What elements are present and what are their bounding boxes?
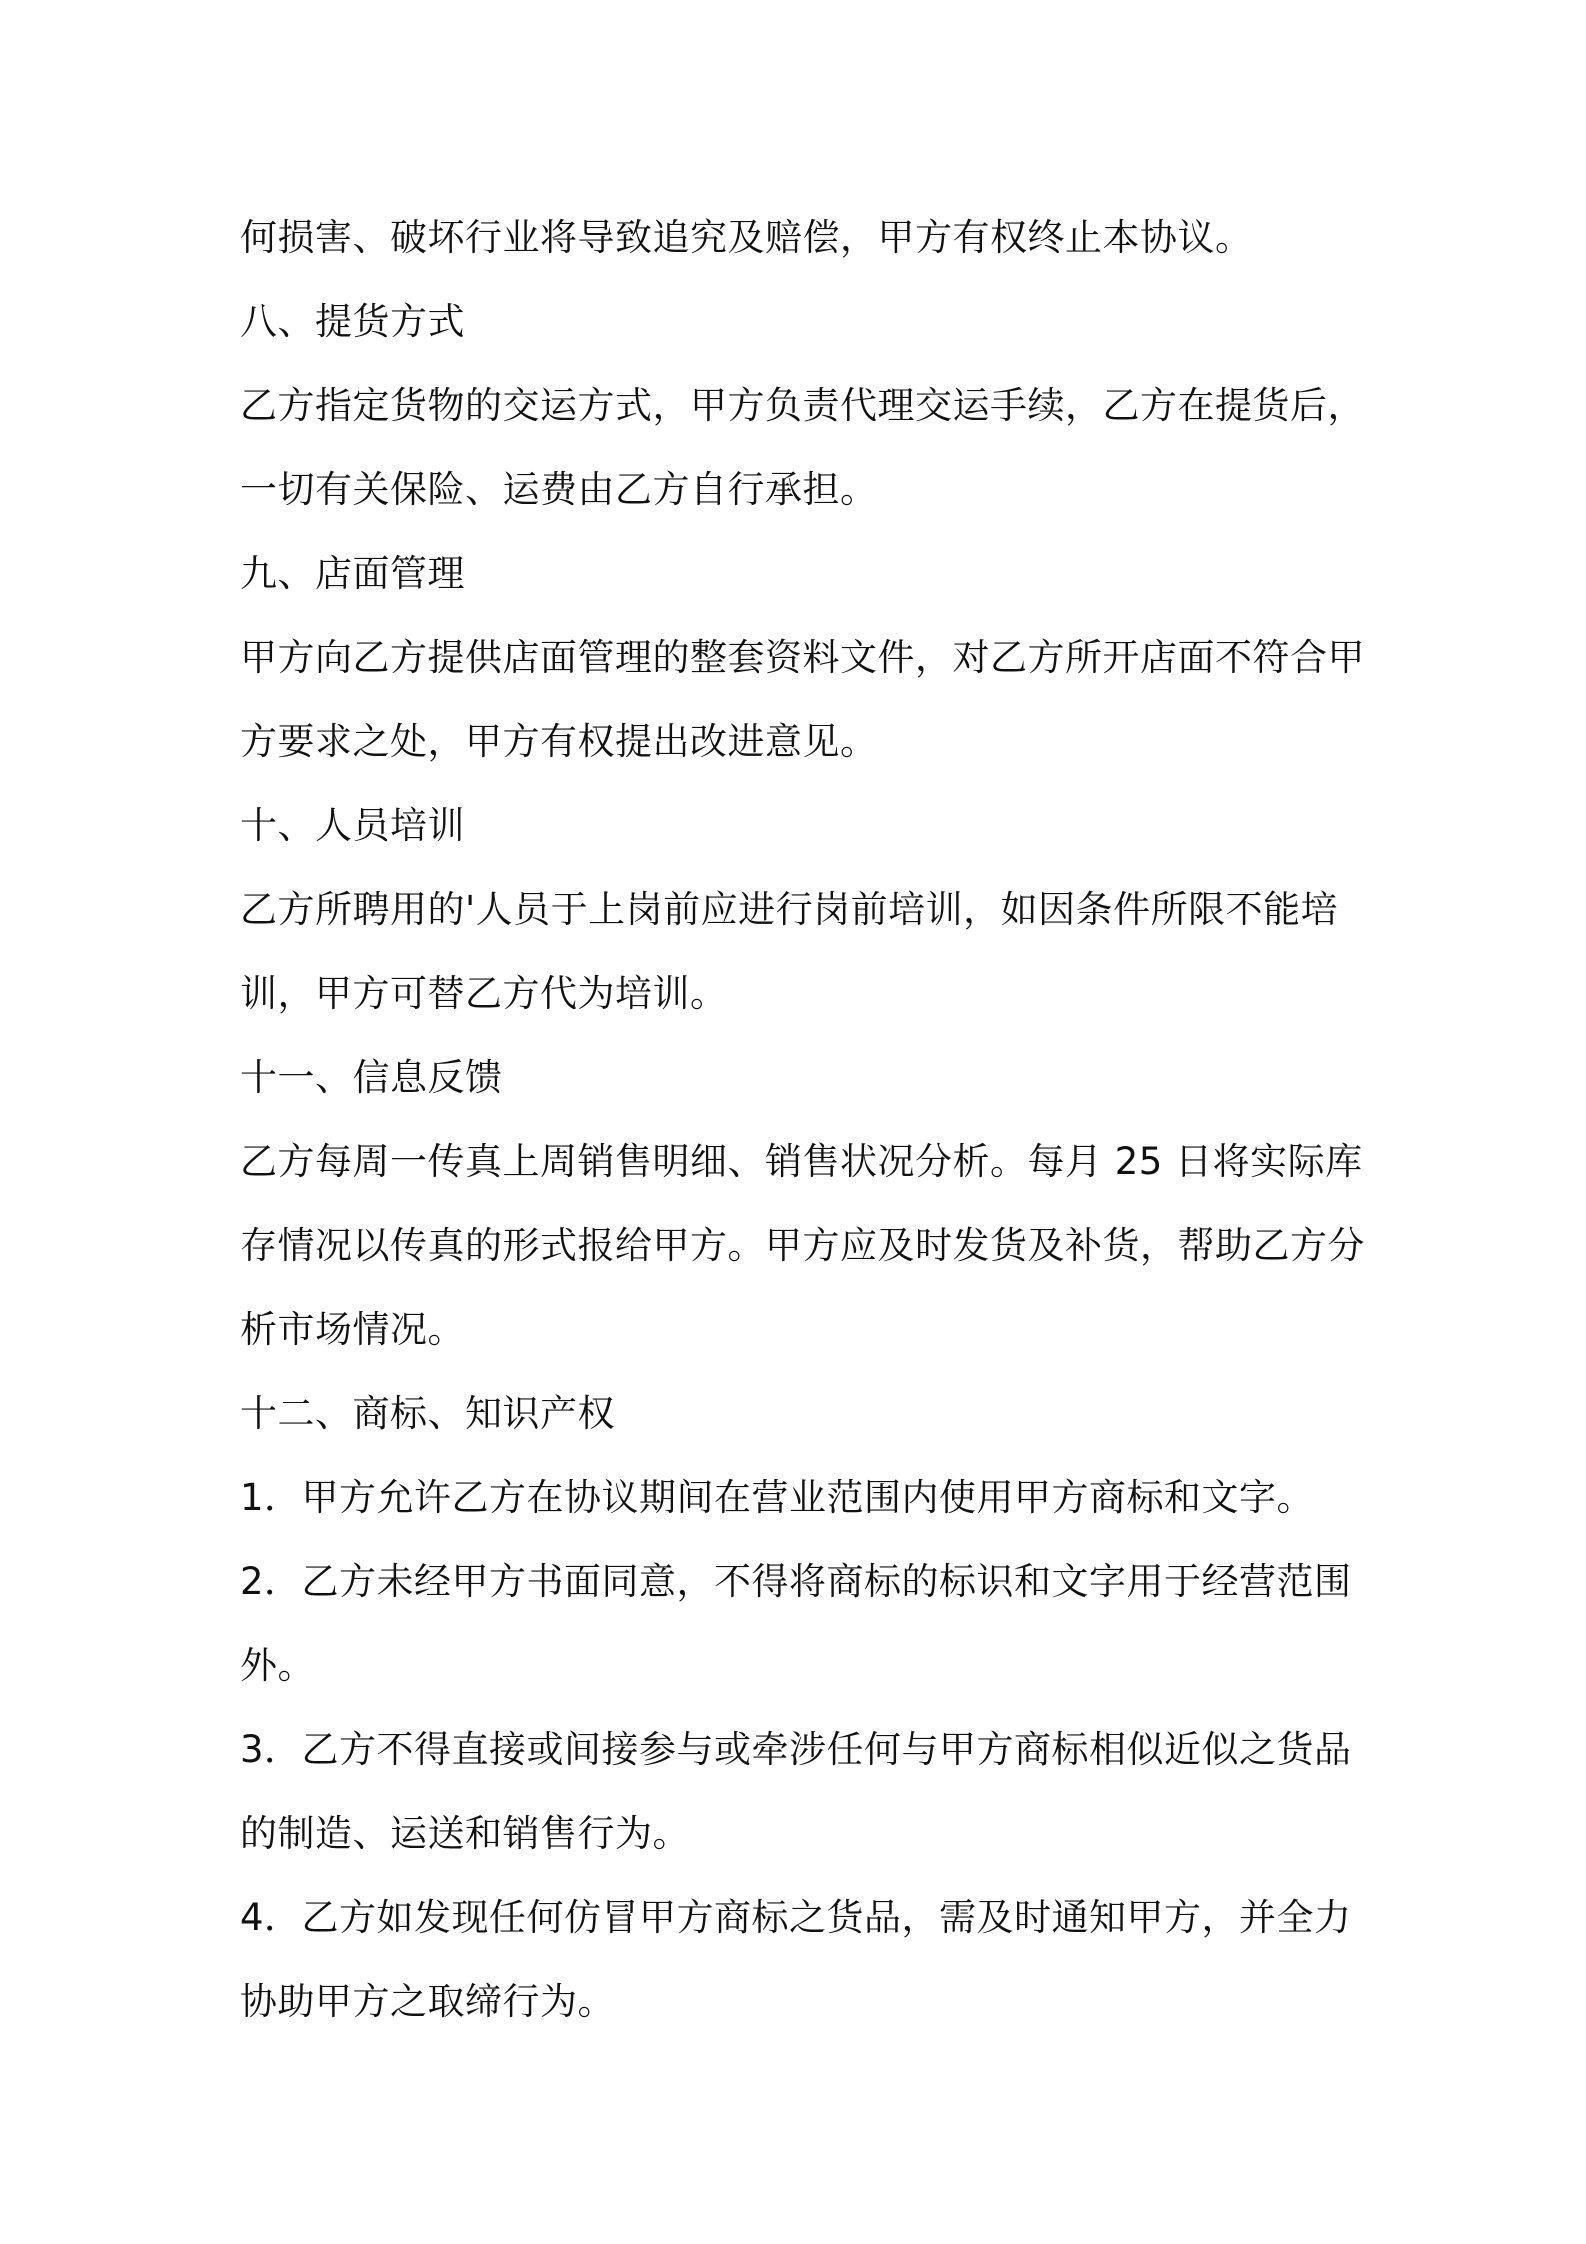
paragraph-line: 析市场情况。 (240, 1308, 465, 1351)
section-heading-training: 十、人员培训 (240, 804, 465, 847)
clause-item: 3．乙方不得直接或间接参与或牵涉任何与甲方商标相似近似之货品 (240, 1728, 1352, 1771)
paragraph-line: 训，甲方可替乙方代为培训。 (240, 972, 728, 1015)
paragraph-line: 存情况以传真的形式报给甲方。甲方应及时发货及补货，帮助乙方分 (240, 1224, 1365, 1267)
clause-item: 4．乙方如发现任何仿冒甲方商标之货品，需及时通知甲方，并全力 (240, 1896, 1352, 1939)
paragraph-line: 何损害、破坏行业将导致追究及赔偿，甲方有权终止本协议。 (240, 216, 1253, 259)
clause-item: 1．甲方允许乙方在协议期间在营业范围内使用甲方商标和文字。 (240, 1476, 1315, 1519)
paragraph-line: 乙方每周一传真上周销售明细、销售状况分析。每月 25 日将实际库 (240, 1140, 1363, 1183)
section-heading-trademark: 十二、商标、知识产权 (240, 1392, 615, 1435)
clause-item: 2．乙方未经甲方书面同意，不得将商标的标识和文字用于经营范围 (240, 1560, 1352, 1603)
document-body (240, 196, 1365, 2044)
paragraph-line: 一切有关保险、运费由乙方自行承担。 (240, 468, 878, 511)
paragraph-line: 乙方所聘用的'人员于上岗前应进行岗前培训，如因条件所限不能培 (240, 888, 1339, 931)
paragraph-line: 甲方向乙方提供店面管理的整套资料文件，对乙方所开店面不符合甲 (240, 636, 1365, 679)
paragraph-line: 方要求之处，甲方有权提出改进意见。 (240, 720, 878, 763)
paragraph-line: 的制造、运送和销售行为。 (240, 1812, 690, 1855)
section-heading-store-management: 九、店面管理 (240, 552, 465, 595)
section-heading-delivery: 八、提货方式 (240, 300, 465, 343)
section-heading-feedback: 十一、信息反馈 (240, 1056, 503, 1099)
paragraph-line: 协助甲方之取缔行为。 (240, 1980, 615, 2023)
paragraph-line: 外。 (240, 1644, 315, 1687)
paragraph-line: 乙方指定货物的交运方式，甲方负责代理交运手续，乙方在提货后， (240, 384, 1365, 427)
